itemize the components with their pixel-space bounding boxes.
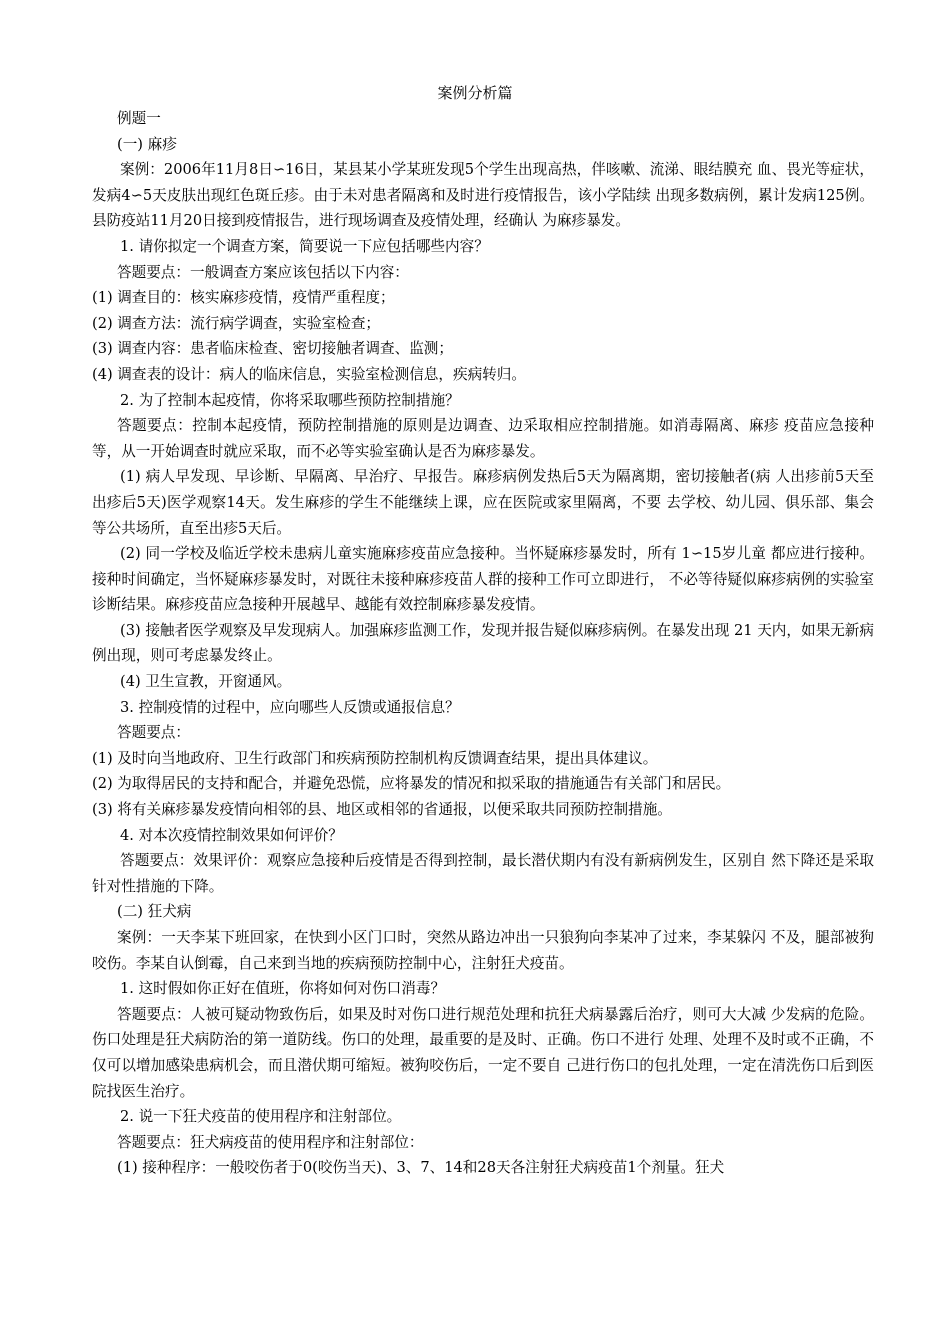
list-item: (2) 调查方法：流行病学调查，实验室检查； [92,314,381,332]
case-paragraph-rabies: 案例：一天李某下班回家，在快到小区门口时，突然从路边冲出一只狼狗向李某冲了过来，李某躲闪 不及，腿部被狗咬伤。李某自认倒霉，自己来到当地的疾病预防控制中心，注射狂犬疫苗。 [92,929,874,972]
list-item: (3) 调查内容：患者临床检查、密切接触者调查、监测； [92,340,453,358]
list-item: (1) 及时向当地政府、卫生行政部门和疾病预防控制机构反馈调查结果，提出具体建议。 [92,749,658,767]
list-item: (3) 接触者医学观察及早发现病人。加强麻疹监测工作，发现并报告疑似麻疹病例。在暴发出现 21 天内，如果无新病例出现，则可考虑暴发终止。 [92,621,874,665]
list-item: (1) 调查目的：核实麻疹疫情，疫情严重程度； [92,289,395,307]
answer-intro: 答题要点： [117,724,190,742]
list-item: (4) 卫生宣教，开窗通风。 [120,673,292,691]
question-1: 1. 请你拟定一个调查方案，简要说一下应包括哪些内容？ [120,237,489,255]
question-3: 3. 控制疫情的过程中，应向哪些人反馈或通报信息？ [120,698,460,716]
document-body [92,106,874,1181]
question-1: 1. 这时假如你正好在值班，你将如何对伤口消毒？ [120,980,446,998]
list-item: (1) 接种程序：一般咬伤者于0(咬伤当天)、3、7、14和28天各注射狂犬病疫苗1个剂量。狂犬 [117,1159,725,1177]
list-item: (2) 同一学校及临近学校未患病儿童实施麻疹疫苗应急接种。当怀疑麻疹暴发时，所有 1∽15岁儿童 都应进行接种。接种时间确定，当怀疑麻疹暴发时，对既往未接种麻疹疫苗人群的接种工作可立即进行， 不必等待疑似麻疹病例的实验室诊断结果。麻疹疫苗应急接种开展越早、越能有效控制麻疹暴发疫情。 [92,545,874,614]
section-heading-measles: (一) 麻疹 [117,135,177,153]
list-item: (4) 调查表的设计：病人的临床信息，实验室检测信息，疾病转归。 [92,365,526,383]
list-item: (2) 为取得居民的支持和配合，并避免恐慌，应将暴发的情况和拟采取的措施通告有关部门和居民。 [92,775,731,793]
list-item: (3) 将有关麻疹暴发疫情向相邻的县、地区或相邻的省通报，以便采取共同预防控制措施。 [92,801,672,819]
answer-intro: 答题要点：一般调查方案应该包括以下内容： [117,263,409,281]
list-item: (1) 病人早发现、早诊断、早隔离、早治疗、早报告。麻疹病例发热后5天为隔离期，密切接触者(病 人出疹前5天至出疹后5天)医学观察14天。发生麻疹的学生不能继续上课，应在医院或家里隔离，不要 去学校、幼儿园、俱乐部、集会等公共场所，直至出疹5天后。 [92,468,874,537]
question-2: 2. 为了控制本起疫情，你将采取哪些预防控制措施？ [120,391,460,409]
case-paragraph-measles: 案例：2006年11月8日∽16日，某县某小学某班发现5个学生出现高热，伴咳嗽、流涕、眼结膜充 血、畏光等症状，发病4∽5天皮肤出现红色斑丘疹。由于未对患者隔离和及时进行疫情报告，该小学陆续 出现多数病例，累计发病125例。县防疫站11月20日接到疫情报告，进行现场调查及疫情处理，经确认 为麻疹暴发。 [92,161,874,230]
answer-paragraph: 答题要点：人被可疑动物致伤后，如果及时对伤口进行规范处理和抗狂犬病暴露后治疗，则可大大减 少发病的危险。伤口处理是狂犬病防治的第一道防线。伤口的处理，最重要的是及时、正确。伤口不进行 处理、处理不及时或不正确，不仅可以增加感染患病机会，而且潜伏期可缩短。被狗咬伤后，一定不要自 己进行伤口的包扎处理，一定在清洗伤口后到医院找医生治疗。 [92,1005,874,1100]
example-heading: 例题一 [117,110,161,127]
answer-paragraph: 答题要点：控制本起疫情，预防控制措施的原则是边调查、边采取相应控制措施。如消毒隔离、麻疹 疫苗应急接种等，从一开始调查时就应采取，而不必等实验室确认是否为麻疹暴发。 [92,417,874,460]
question-2: 2. 说一下狂犬疫苗的使用程序和注射部位。 [120,1108,402,1126]
answer-intro: 答题要点：狂犬病疫苗的使用程序和注射部位： [117,1133,424,1151]
section-heading-rabies: (二) 狂犬病 [117,903,192,921]
answer-paragraph: 答题要点：效果评价：观察应急接种后疫情是否得到控制，最长潜伏期内有没有新病例发生，区别自 然下降还是采取针对性措施的下降。 [92,852,874,895]
question-4: 4. 对本次疫情控制效果如何评价？ [120,826,343,844]
page-title: 案例分析篇 [437,84,513,102]
